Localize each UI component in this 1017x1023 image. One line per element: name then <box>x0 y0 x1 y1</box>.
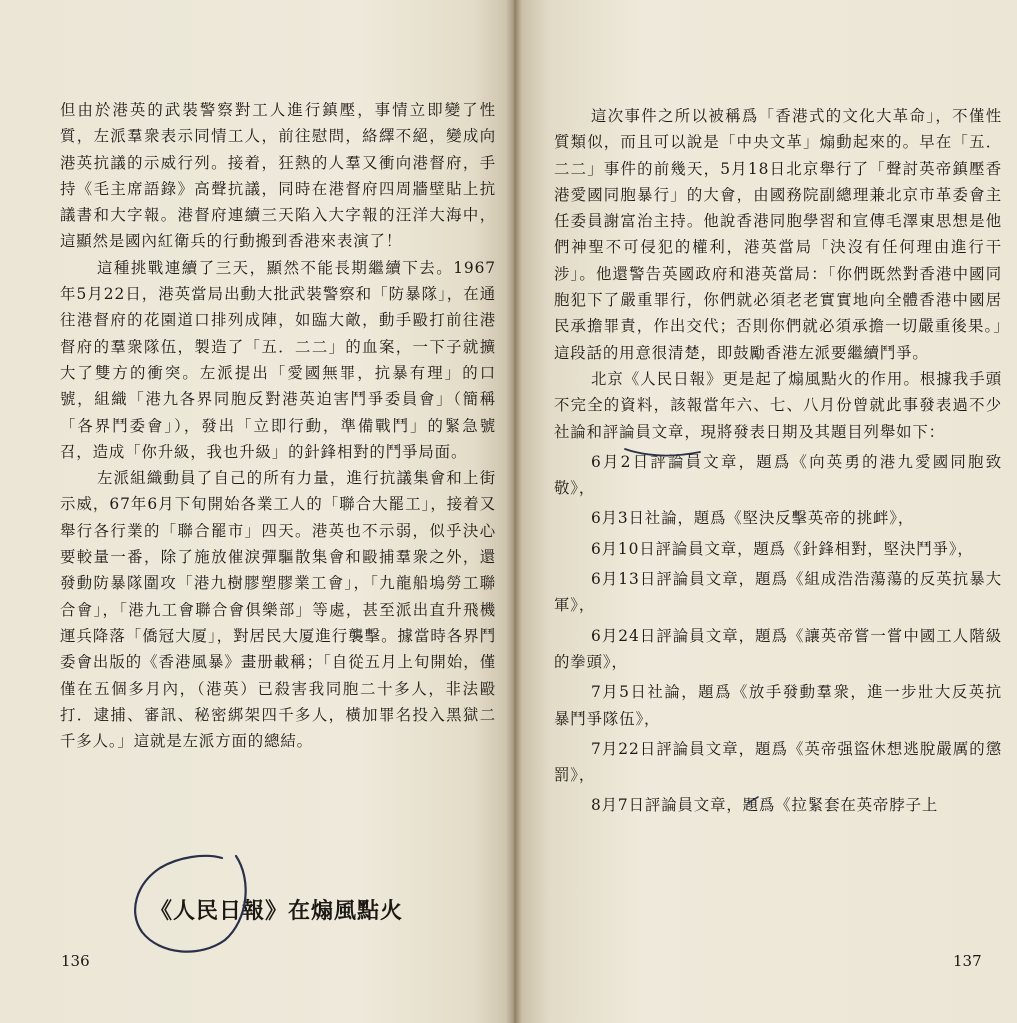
article-entry: 6月3日社論，題爲《堅決反擊英帝的挑衅》， <box>590 509 915 528</box>
article-entry: 6月13日評論員文章，題爲《組成浩浩蕩蕩的反英抗暴大軍》， <box>554 570 1002 615</box>
left-paragraph-2: 這種挑戰連續了三天，顯然不能長期繼續下去。1967年5月22日，港英當局出動大批武裝警察和「防暴隊」，在通往港督府的花園道口排列成陣，如臨大敵，動手毆打前往港督府的羣衆隊伍，製造了「五．二二」的血案，一下子就擴大了雙方的衝突。左派提出「愛國無罪，抗暴有理」的口號，組織「港九各界同胞反對港英迫害鬥爭委員會」（簡稱「各界鬥委會」），發出「立即行動，準備戰鬥」的緊急號召，造成「你升級，我也升級」的針鋒相對的鬥爭局面。 <box>60 258 496 461</box>
right-page <box>514 0 1017 1023</box>
article-entry: 8月7日評論員文章，題爲《拉緊套在英帝脖子上 <box>590 796 939 815</box>
right-paragraph-2: 北京《人民日報》更是起了煽風點火的作用。根據我手頭不完全的資料，該報當年六、七、八月份曾就此事發表過不少社論和評論員文章，現將發表日期及其題目列舉如下： <box>554 369 1002 441</box>
left-paragraph-1: 但由於港英的武裝警察對工人進行鎮壓，事情立即變了性質，左派羣衆表示同情工人，前往慰問，絡繹不絕，變成向港英抗議的示威行列。接着，狂熱的人羣又衝向港督府，手持《毛主席語錄》高聲抗議，同時在港督府四周牆壁貼上抗議書和大字報。港督府連續三天陷入大字報的汪洋大海中，這顯然是國內紅衛兵的行動搬到香港來表演了！ <box>60 101 496 251</box>
article-entry: 7月22日評論員文章，題爲《英帝强盜休想逃脫嚴厲的懲罰》， <box>554 739 1002 785</box>
article-entry: 7月5日社論，題爲《放手發動羣衆，進一步壯大反英抗暴鬥爭隊伍》， <box>554 683 1002 728</box>
article-entry: 6月24日評論員文章，題爲《讓英帝嘗一嘗中國工人階級的拳頭》， <box>554 626 1002 671</box>
article-entry: 6月10日評論員文章，題爲《針鋒相對，堅決鬥爭》， <box>590 539 974 558</box>
page-number-left: 136 <box>61 952 90 970</box>
page-number-right: 137 <box>953 952 982 970</box>
book-gutter <box>506 0 522 1023</box>
left-page-body <box>60 97 496 754</box>
article-entry: 6月2日評論員文章，題爲《向英勇的港九愛國同胞致敬》， <box>554 452 1002 498</box>
section-heading: 《人民日報》在煽風點火 <box>150 898 404 924</box>
left-paragraph-3: 左派組織動員了自己的所有力量，進行抗議集會和上街示威，67年6月下旬開始各業工人的「聯合大罷工」，接着又舉行各行業的「聯合罷市」四天。港英也不示弱，似乎決心要較量一番，除了施放催淚彈驅散集會和毆捕羣衆之外，還發動防暴隊圍攻「港九樹膠塑膠業工會」，「九龍船塢勞工聯合會」，「港九工會聯合會俱樂部」等處，甚至派出直升飛機運兵降落「僑冠大厦」，對居民大厦進行襲擊。據當時各界鬥委會出版的《香港風暴》畫册載稱；「自從五月上旬開始，僅僅在五個多月內，（港英）已殺害我同胞二十多人，非法毆打．逮捕、審訊、秘密綁架四千多人，橫加罪名投入黑獄二千多人。」這就是左派方面的總結。 <box>60 469 496 751</box>
right-paragraph-1: 這次事件之所以被稱爲「香港式的文化大革命」，不僅性質類似，而且可以說是「中央文革」煽動起來的。早在「五．二二」事件的前幾天，5月18日北京舉行了「聲討英帝鎮壓香港愛國同胞暴行」的大會，由國務院副總理兼北京市革委會主任委員謝富治主持。他說香港同胞學習和宣傳毛澤東思想是他們神聖不可侵犯的權利，港英當局「決沒有任何理由進行干涉」。他還警告英國政府和港英當局：「你們既然對香港中國同胞犯下了嚴重罪行，你們就必須老老實實地向全體香港中國居民承擔罪責，作出交代；否則你們就必須承擔一切嚴重後果。」這段話的用意很清楚，即鼓勵香港左派要繼續鬥爭。 <box>554 107 1002 362</box>
right-page-body <box>554 103 1002 819</box>
